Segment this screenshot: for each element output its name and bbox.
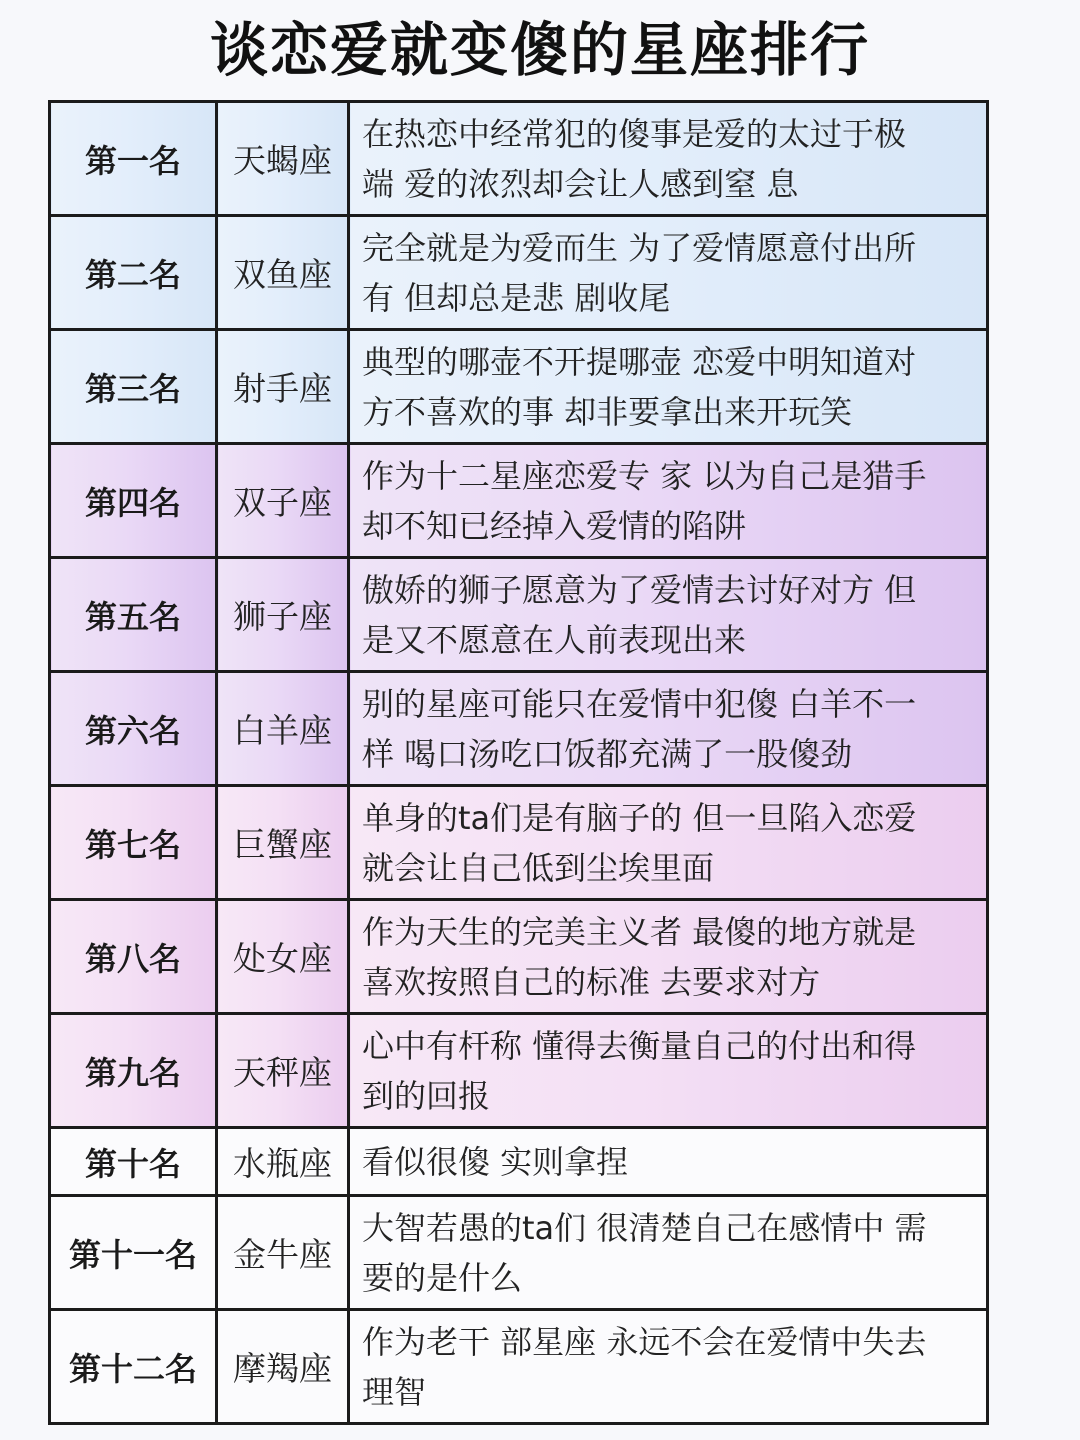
description-cell: 看似很傻 实则拿捏 <box>349 1128 988 1196</box>
description-cell: 作为老干 部星座 永远不会在爱情中失去 理智 <box>349 1310 988 1424</box>
zodiac-sign-cell: 白羊座 <box>217 672 349 786</box>
zodiac-sign-cell: 射手座 <box>217 330 349 444</box>
zodiac-sign-cell: 天蝎座 <box>217 102 349 216</box>
rank-cell: 第十名 <box>50 1128 217 1196</box>
rank-cell: 第二名 <box>50 216 217 330</box>
table-row <box>50 672 988 786</box>
table-row <box>50 786 988 900</box>
description-cell: 别的星座可能只在爱情中犯傻 白羊不一 样 喝口汤吃口饭都充满了一股傻劲 <box>349 672 988 786</box>
table-row <box>50 330 988 444</box>
table-row <box>50 1128 988 1196</box>
table-row <box>50 444 988 558</box>
table-row <box>50 1014 988 1128</box>
zodiac-sign-cell: 狮子座 <box>217 558 349 672</box>
zodiac-sign-cell: 双鱼座 <box>217 216 349 330</box>
description-cell: 单身的ta们是有脑子的 但一旦陷入恋爱 就会让自己低到尘埃里面 <box>349 786 988 900</box>
page-title: 谈恋爱就变傻的星座排行 <box>209 16 870 84</box>
rank-cell: 第十二名 <box>50 1310 217 1424</box>
zodiac-sign-cell: 处女座 <box>217 900 349 1014</box>
zodiac-sign-cell: 巨蟹座 <box>217 786 349 900</box>
rank-cell: 第五名 <box>50 558 217 672</box>
description-cell: 完全就是为爱而生 为了爱情愿意付出所 有 但却总是悲 剧收尾 <box>349 216 988 330</box>
zodiac-sign-cell: 摩羯座 <box>217 1310 349 1424</box>
ranking-table <box>48 100 989 1425</box>
description-cell: 傲娇的狮子愿意为了爱情去讨好对方 但 是又不愿意在人前表现出来 <box>349 558 988 672</box>
rank-cell: 第七名 <box>50 786 217 900</box>
zodiac-sign-cell: 水瓶座 <box>217 1128 349 1196</box>
rank-cell: 第八名 <box>50 900 217 1014</box>
description-cell: 在热恋中经常犯的傻事是爱的太过于极 端 爱的浓烈却会让人感到窒 息 <box>349 102 988 216</box>
rank-cell: 第一名 <box>50 102 217 216</box>
rank-cell: 第六名 <box>50 672 217 786</box>
table-row <box>50 900 988 1014</box>
description-cell: 典型的哪壶不开提哪壶 恋爱中明知道对 方不喜欢的事 却非要拿出来开玩笑 <box>349 330 988 444</box>
rank-cell: 第三名 <box>50 330 217 444</box>
table-row <box>50 216 988 330</box>
zodiac-sign-cell: 双子座 <box>217 444 349 558</box>
description-cell: 作为十二星座恋爱专 家 以为自己是猎手 却不知已经掉入爱情的陷阱 <box>349 444 988 558</box>
rank-cell: 第九名 <box>50 1014 217 1128</box>
rank-cell: 第四名 <box>50 444 217 558</box>
description-cell: 作为天生的完美主义者 最傻的地方就是 喜欢按照自己的标准 去要求对方 <box>349 900 988 1014</box>
rank-cell: 第十一名 <box>50 1196 217 1310</box>
description-cell: 大智若愚的ta们 很清楚自己在感情中 需 要的是什么 <box>349 1196 988 1310</box>
description-cell: 心中有杆称 懂得去衡量自己的付出和得 到的回报 <box>349 1014 988 1128</box>
table-row <box>50 102 988 216</box>
zodiac-sign-cell: 天秤座 <box>217 1014 349 1128</box>
zodiac-sign-cell: 金牛座 <box>217 1196 349 1310</box>
table-row <box>50 558 988 672</box>
table-row <box>50 1310 988 1424</box>
table-row <box>50 1196 988 1310</box>
